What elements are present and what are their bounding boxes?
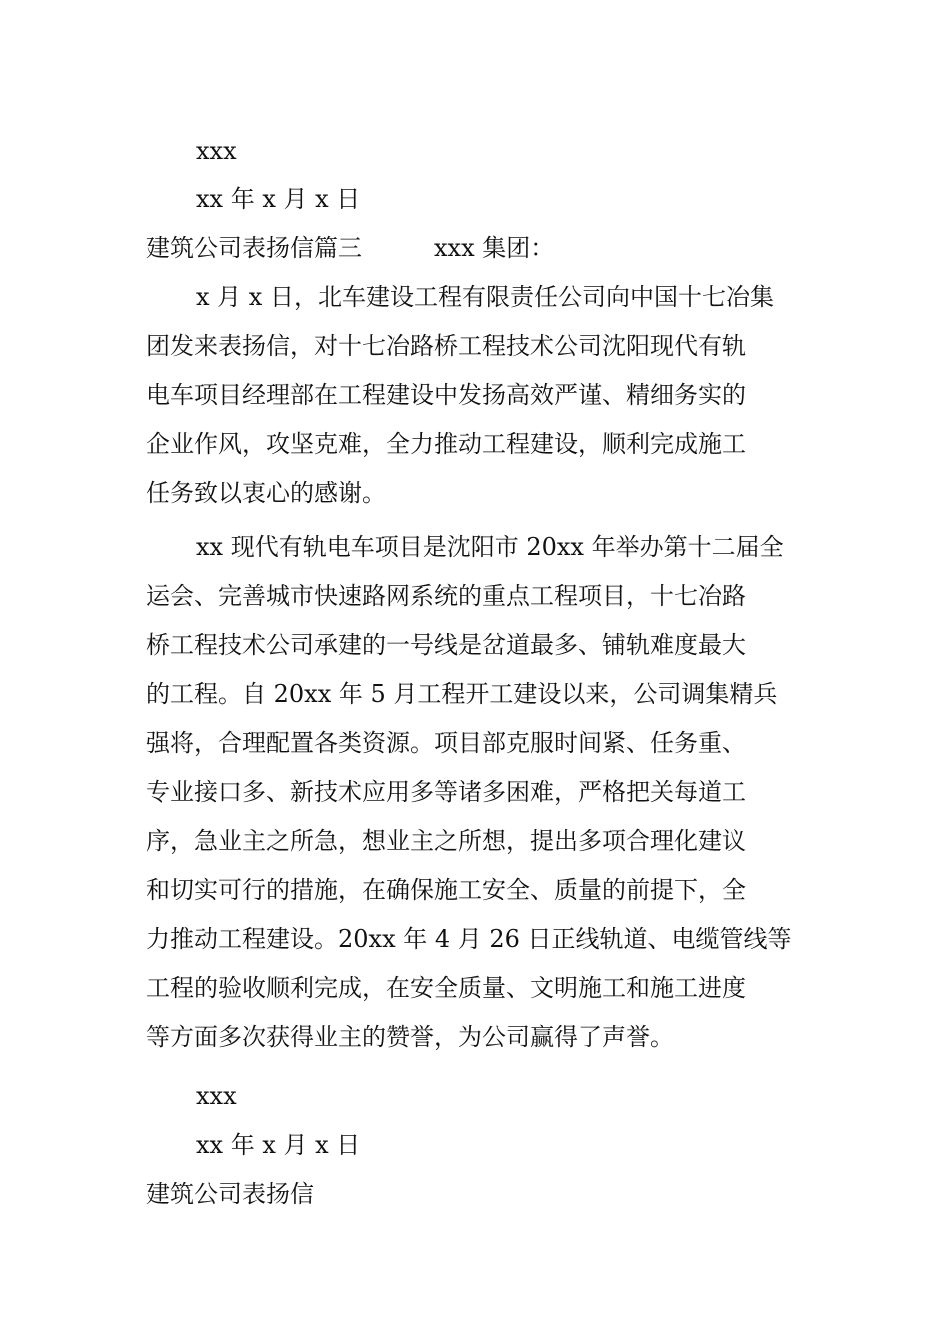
body-line: xx 现代有轨电车项目是沈阳市 20xx 年举办第十二届全 [196, 533, 784, 561]
body-line: 强将，合理配置各类资源。项目部克服时间紧、任务重、 [146, 729, 746, 757]
body-line: 和切实可行的措施，在确保施工安全、质量的前提下，全 [146, 876, 746, 904]
section-title: 建筑公司表扬信篇三 [146, 234, 362, 262]
body-line: 专业接口多、新技术应用多等诸多困难，严格把关每道工 [146, 778, 746, 806]
signature-date-top: xx 年 x 月 x 日 [196, 185, 361, 213]
recipient: xxx 集团： [434, 234, 555, 262]
signature-name-bottom: xxx [196, 1082, 237, 1110]
section-heading [146, 233, 554, 263]
signature-date-bottom: xx 年 x 月 x 日 [196, 1131, 361, 1159]
body-line: 任务致以衷心的感谢。 [146, 479, 386, 507]
footer-title: 建筑公司表扬信 [146, 1180, 314, 1208]
body-line: 力推动工程建设。20xx 年 4 月 26 日正线轨道、电缆管线等 [146, 925, 792, 953]
body-line: 序，急业主之所急，想业主之所想，提出多项合理化建议 [146, 827, 746, 855]
body-line: 电车项目经理部在工程建设中发扬高效严谨、精细务实的 [146, 381, 746, 409]
body-line: 企业作风，攻坚克难，全力推动工程建设，顺利完成施工 [146, 430, 746, 458]
signature-name-top: xxx [196, 137, 237, 165]
body-line: 工程的验收顺利完成，在安全质量、文明施工和施工进度 [146, 974, 746, 1002]
body-line: x 月 x 日，北车建设工程有限责任公司向中国十七冶集 [196, 283, 774, 311]
body-line: 运会、完善城市快速路网系统的重点工程项目，十七冶路 [146, 582, 746, 610]
body-line: 团发来表扬信，对十七冶路桥工程技术公司沈阳现代有轨 [146, 332, 746, 360]
body-line: 桥工程技术公司承建的一号线是岔道最多、铺轨难度最大 [146, 631, 746, 659]
body-line: 等方面多次获得业主的赞誉，为公司赢得了声誉。 [146, 1023, 674, 1051]
body-line: 的工程。自 20xx 年 5 月工程开工建设以来，公司调集精兵 [146, 680, 778, 708]
